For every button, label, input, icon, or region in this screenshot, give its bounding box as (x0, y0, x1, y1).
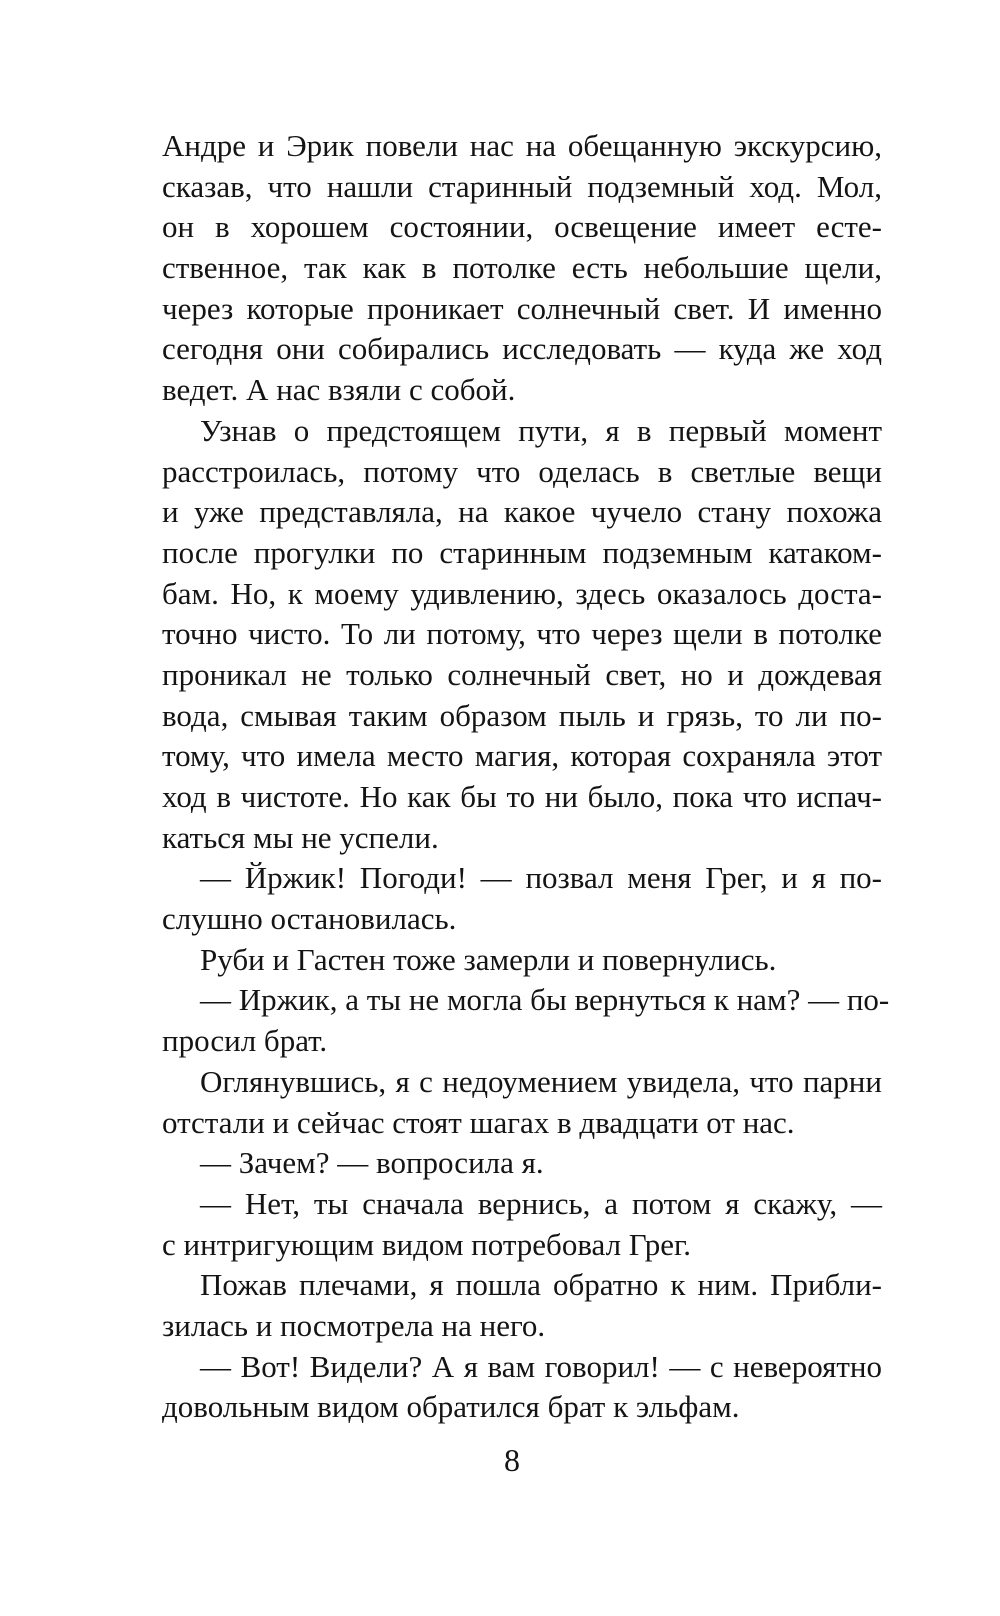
text-line: проникал не только солнечный свет, но и дождевая (162, 656, 882, 692)
text-line: отстали и сейчас стоят шагах в двадцати от нас. (162, 1104, 795, 1140)
text-line: каться мы не успели. (162, 819, 439, 855)
text-line: — Нет, ты сначала вернись, а потом я скажу, — (200, 1185, 882, 1221)
text-line: слушно остановилась. (162, 901, 457, 937)
text-line: просил брат. (162, 1023, 328, 1059)
body-text (162, 126, 890, 1428)
text-line: сегодня они собирались исследовать — куда же ход (162, 331, 882, 367)
text-line: ведет. А нас взяли с собой. (162, 372, 516, 408)
text-line: довольным видом обратился брат к эльфам. (162, 1389, 740, 1425)
text-line: Андре и Эрик повели нас на обещанную экскурсию, (162, 128, 882, 163)
text-line: — Вот! Видели? А я вам говорил! — с невероятно (200, 1348, 882, 1384)
text-line: точно чисто. То ли потому, что через щели в потолке (162, 616, 882, 652)
text-line: — Зачем? — вопросила я. (200, 1145, 544, 1181)
text-line: расстроилась, потому что оделась в светлые вещи (162, 453, 882, 489)
text-line: зилась и посмотрела на него. (162, 1307, 546, 1343)
text-line: Руби и Гастен тоже замерли и повернулись. (200, 941, 777, 977)
text-line: ход в чистоте. Но как бы то ни было, пока что испач- (162, 779, 882, 814)
text-line: с интригующим видом потребовал Грег. (162, 1226, 691, 1262)
text-line: — Йржик! Погоди! — позвал меня Грег, и я по- (200, 860, 882, 896)
text-line: Оглянувшись, я с недоумением увидела, что парни (200, 1063, 882, 1099)
text-line: сказав, что нашли старинный подземный ход. Мол, (162, 168, 882, 204)
text-line: и уже представляла, на какое чучело стану похожа (162, 494, 882, 530)
text-line: он в хорошем состоянии, освещение имеет есте- (162, 209, 882, 245)
text-line: — Иржик, а ты не могла бы вернуться к нам? — по- (200, 982, 890, 1018)
text-line: тому, что имела место магия, которая сохраняла этот (162, 738, 882, 774)
page-number: 8 (504, 1442, 520, 1478)
text-line: Пожав плечами, я пошла обратно к ним. Прибли- (200, 1267, 882, 1303)
text-line: ственное, так как в потолке есть небольшие щели, (162, 250, 882, 286)
text-line: через которые проникает солнечный свет. И именно (162, 290, 882, 326)
text-line: после прогулки по старинным подземным катаком- (162, 534, 882, 570)
text-line: вода, смывая таким образом пыль и грязь, то ли по- (162, 697, 882, 733)
text-line: бам. Но, к моему удивлению, здесь оказалось доста- (162, 575, 882, 611)
text-line: Узнав о предстоящем пути, я в первый момент (200, 412, 882, 448)
